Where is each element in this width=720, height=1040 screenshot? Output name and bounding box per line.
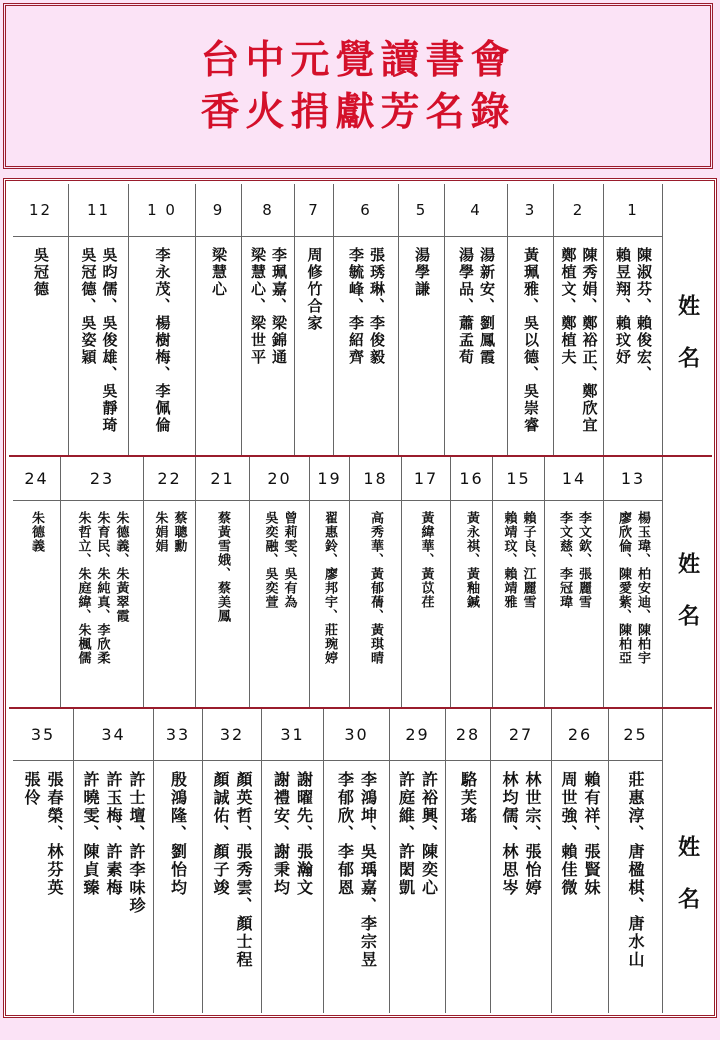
donor-name-line: 許曉雯、陳貞臻 [81, 771, 100, 897]
donor-names [65, 511, 139, 701]
group-number: 17 [402, 457, 450, 501]
donor-name-line: 賴子良、江麗雪 [520, 511, 536, 609]
donor-names [608, 511, 658, 701]
donor-group-7 [250, 457, 310, 707]
donor-name-line: 李文慈、李冠瑋 [557, 511, 572, 609]
donor-name-line: 吳奕融、吳奕萱 [262, 511, 278, 609]
donor-name-line: 張伶 [22, 771, 41, 807]
donor-names [133, 247, 191, 449]
donor-names [406, 511, 446, 701]
donor-name-line: 賴有祥、張賢妹 [582, 771, 601, 897]
donor-name-line: 林均儒、林思岑 [500, 771, 519, 897]
group-number: 23 [61, 457, 143, 501]
group-number: 30 [324, 709, 389, 761]
group-number: 18 [350, 457, 401, 501]
donor-names [449, 247, 503, 449]
donor-group-4 [402, 457, 451, 707]
group-number: 11 [69, 184, 128, 237]
donor-name-line: 朱德義、朱黃翠霞 [113, 511, 129, 623]
donor-name-line: 林世宗、張怡婷 [523, 771, 542, 897]
group-number: 34 [74, 709, 153, 761]
donor-name-line: 謝曜先、張瀚文 [294, 771, 314, 897]
donor-group-4 [390, 709, 446, 1013]
donor-names [455, 511, 488, 701]
donor-name-line: 黃永祺、黃釉鍼 [464, 511, 479, 609]
donor-group-3 [445, 184, 508, 455]
donor-names [246, 247, 290, 449]
donor-table [3, 178, 717, 1018]
group-number: 8 [242, 184, 294, 237]
donor-name-line: 周世強、賴佳微 [559, 771, 578, 897]
group-number: 13 [604, 457, 662, 501]
donor-name-line: 陳秀娟、鄭裕正、鄭欣宜 [580, 247, 599, 434]
group-number: 4 [445, 184, 507, 237]
donor-name-line: 駱芙瑤 [458, 771, 478, 825]
donor-group-3 [451, 457, 493, 707]
donor-group-4 [399, 184, 445, 455]
group-number: 16 [451, 457, 492, 501]
donor-name-line: 蔡聰勳 [171, 511, 187, 553]
donor-group-5 [324, 709, 390, 1013]
donor-name-line: 湯學品、蕭孟荀 [457, 247, 475, 366]
group-number: 14 [545, 457, 603, 501]
group-number: 15 [493, 457, 544, 501]
donor-group-11 [13, 184, 69, 455]
donor-names [608, 247, 658, 449]
donor-group-2 [491, 709, 552, 1013]
donor-group-10 [13, 709, 74, 1013]
group-number: 22 [144, 457, 195, 501]
donor-names [266, 771, 319, 1007]
donor-name-line: 楊玉瑋、柏安迪、陳柏宇 [635, 511, 650, 665]
group-number: 35 [13, 709, 73, 761]
donor-name-line: 梁慧心 [210, 247, 228, 298]
donor-name-line: 許裕興、陳奕心 [419, 771, 439, 897]
donor-names [394, 771, 441, 1007]
group-number: 27 [491, 709, 551, 761]
donor-name-line: 陳淑芬、賴俊宏、 [635, 247, 653, 383]
donor-group-11 [13, 457, 61, 707]
donor-group-2 [493, 457, 545, 707]
donor-names [354, 511, 397, 701]
donor-group-5 [334, 184, 399, 455]
donor-names [495, 771, 547, 1007]
donor-name-line: 謝禮安、謝秉均 [271, 771, 291, 897]
donor-names [613, 771, 658, 1007]
donor-name-line: 許士壇、許李味珍 [127, 771, 146, 915]
donor-name-line: 吳昀儒、吳俊雄、吳靜琦 [100, 247, 119, 434]
name-label-column [663, 709, 712, 1013]
donor-name-line: 朱娟娟 [152, 511, 168, 553]
title-line-1: 台中元覺讀書會 [200, 37, 516, 83]
donor-name-line: 張春榮、林芬英 [45, 771, 64, 897]
group-number: 32 [203, 709, 261, 761]
title-line-2: 香火捐獻芳名錄 [200, 89, 516, 135]
donor-name-line: 朱育民、朱純真、李欣柔 [94, 511, 110, 665]
donor-group-1 [545, 457, 604, 707]
donor-names [450, 771, 486, 1007]
donor-name-line: 李永茂、楊樹梅、李佩倫 [153, 247, 172, 434]
donor-names [403, 247, 440, 449]
donor-names [254, 511, 305, 701]
donor-group-6 [310, 457, 350, 707]
group-number: 33 [154, 709, 202, 761]
donor-name-line: 朱哲立、朱庭緯、朱楓儒 [75, 511, 91, 665]
donor-name-line: 廖欣倫、陳愛紫、陳柏亞 [616, 511, 631, 665]
donor-names [158, 771, 198, 1007]
donor-name-line: 李毓峰、李紹齊 [347, 247, 365, 366]
donor-names [558, 247, 599, 449]
donor-names [200, 247, 237, 449]
donor-names [17, 247, 64, 449]
donor-group-10 [69, 184, 129, 455]
donor-group-8 [154, 709, 203, 1013]
donor-names [314, 511, 345, 701]
donor-name-line: 許玉梅、許素梅 [104, 771, 123, 897]
group-number: 9 [196, 184, 241, 237]
donor-name-line: 黃緯華、黃苡荏 [418, 511, 434, 609]
donor-name-line: 許庭維、許閎凱 [396, 771, 416, 897]
donor-row-2 [9, 457, 712, 709]
donor-name-line: 鄭植文、鄭植夫 [559, 247, 578, 366]
group-number: 7 [295, 184, 333, 237]
donor-names [73, 247, 124, 449]
donor-name-line: 賴靖玟、賴靖雅 [501, 511, 517, 609]
donor-group-9 [74, 709, 154, 1013]
donor-group-0 [609, 709, 663, 1013]
donor-name-line: 蔡黃雪娥、蔡美鳳 [215, 511, 230, 623]
donor-group-10 [61, 457, 144, 707]
donor-names [148, 511, 191, 701]
group-number: 20 [250, 457, 309, 501]
group-number: 25 [609, 709, 662, 761]
donor-names [17, 771, 69, 1007]
donor-name-line: 曾莉雯、吳有為 [281, 511, 297, 609]
donor-group-8 [196, 184, 242, 455]
group-number: 19 [310, 457, 349, 501]
donor-name-line: 李鴻坤、吳瑀嘉、李宗昱 [358, 771, 378, 969]
donor-names [549, 511, 599, 701]
group-number: 28 [446, 709, 490, 761]
donor-names [328, 771, 385, 1007]
donor-group-9 [129, 184, 196, 455]
donor-name-line: 翟惠鈴、廖邦宇、莊琬婷 [322, 511, 337, 665]
name-label-column [663, 184, 712, 455]
donor-name-line: 張琇琳、李俊毅 [368, 247, 386, 366]
donor-name-line: 莊惠淳、唐楹棋、唐水山 [626, 771, 645, 969]
donor-name-line: 朱德義 [29, 511, 44, 553]
donor-row-3 [9, 709, 712, 1013]
donor-name-line: 高秀華、黃郁蒨、黃琪晴 [368, 511, 383, 665]
donor-name-line: 湯學謙 [413, 247, 431, 298]
title-banner [3, 3, 713, 169]
donor-name-line: 吳冠德、吳姿穎 [79, 247, 98, 366]
donor-name-line: 李珮嘉、梁錦通 [270, 247, 288, 366]
donor-group-0 [604, 184, 663, 455]
donor-names [207, 771, 257, 1007]
donor-name-line: 吳冠德 [32, 247, 50, 298]
donor-group-6 [295, 184, 334, 455]
donor-group-8 [196, 457, 250, 707]
donor-group-9 [144, 457, 196, 707]
donor-group-1 [552, 709, 609, 1013]
group-number: 5 [399, 184, 444, 237]
donor-name-line: 顏誠佑、顏子竣 [211, 771, 230, 897]
name-label: 姓名 [674, 294, 701, 398]
group-number: 6 [334, 184, 398, 237]
donor-group-7 [242, 184, 295, 455]
group-number: 26 [552, 709, 608, 761]
donor-group-3 [446, 709, 491, 1013]
donor-names [512, 247, 549, 449]
donor-group-2 [508, 184, 554, 455]
donor-group-7 [203, 709, 262, 1013]
name-label: 姓名 [674, 552, 701, 656]
group-number: 29 [390, 709, 445, 761]
donor-name-line: 賴昱翔、賴玟妤 [614, 247, 632, 366]
donor-names [17, 511, 56, 701]
donor-name-line: 李文欽、張麗雪 [576, 511, 591, 609]
group-number: 12 [13, 184, 68, 237]
group-number: 2 [554, 184, 603, 237]
donor-names [556, 771, 604, 1007]
group-number: 3 [508, 184, 553, 237]
donor-name-line: 顏英哲、張秀雲、顏士程 [234, 771, 253, 969]
donor-name-line: 周修竹合家 [305, 247, 324, 332]
donor-name-line: 湯新安、劉鳳霞 [478, 247, 496, 366]
donor-group-5 [350, 457, 402, 707]
name-label-column [663, 457, 712, 707]
donor-group-0 [604, 457, 663, 707]
donor-name-line: 黃珮雅、吳以德、吳崇睿 [522, 247, 540, 434]
donor-name-line: 殷鴻隆、劉怡均 [168, 771, 188, 897]
donor-name-line: 李郁欣、李郁恩 [335, 771, 355, 897]
donor-names [338, 247, 394, 449]
donor-name-line: 梁慧心、梁世平 [249, 247, 267, 366]
group-number: 31 [262, 709, 323, 761]
donor-group-1 [554, 184, 604, 455]
donor-names [299, 247, 329, 449]
donor-names [200, 511, 245, 701]
group-number: 24 [13, 457, 60, 501]
donor-names [78, 771, 149, 1007]
group-number: 21 [196, 457, 249, 501]
name-label: 姓名 [674, 835, 701, 939]
group-number: 1 0 [129, 184, 195, 237]
donor-group-6 [262, 709, 324, 1013]
donor-names [497, 511, 540, 701]
group-number: 1 [604, 184, 662, 237]
donor-row-1 [9, 184, 712, 457]
